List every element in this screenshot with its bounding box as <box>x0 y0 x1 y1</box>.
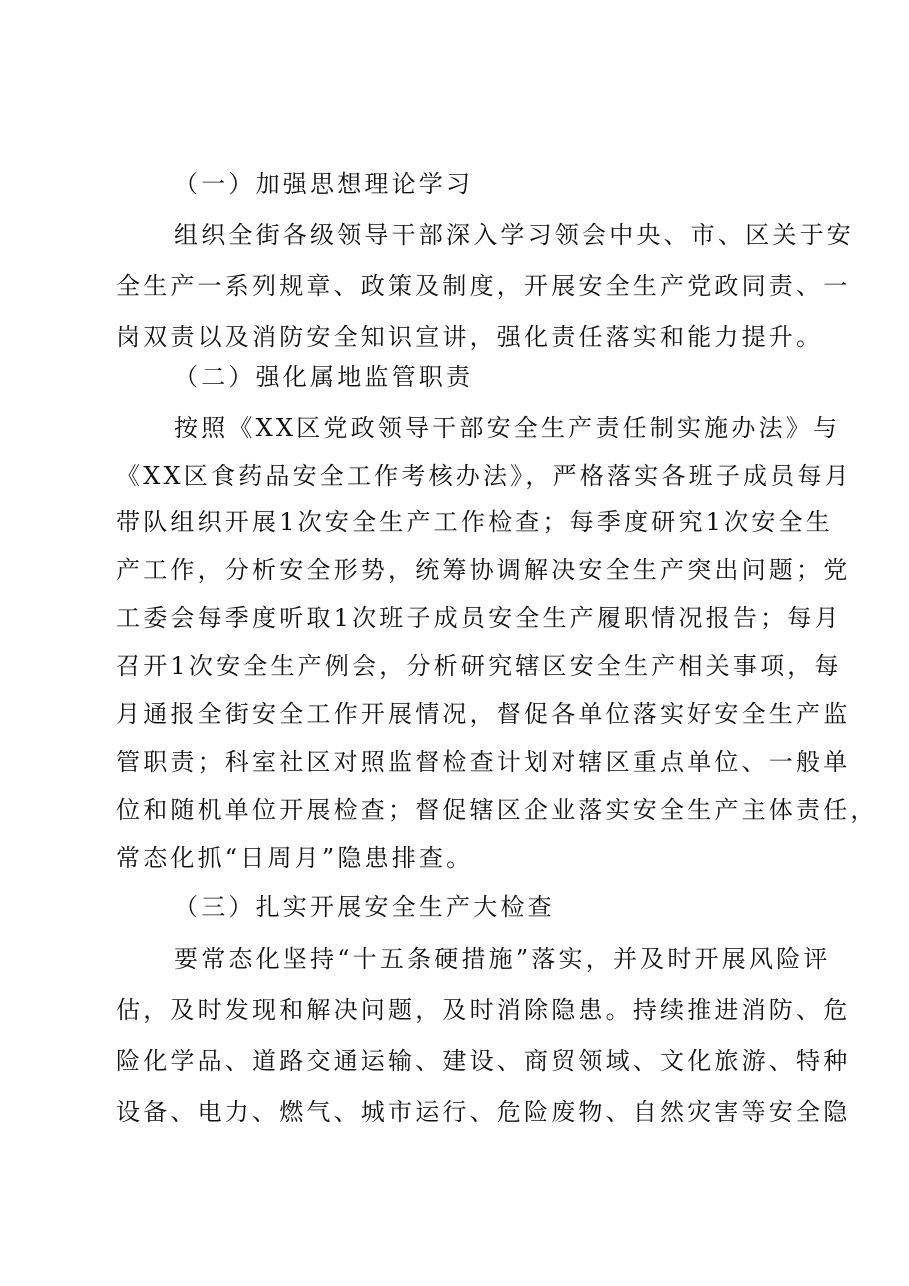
paragraph-line: 全生产一系列规章、政策及制度，开展安全生产党政同责、一 <box>116 272 851 300</box>
paragraph-line: 《XX区食药品安全工作考核办法》，严格落实各班子成员每月 <box>116 462 852 490</box>
paragraph-line: 召开1次安全生产例会，分析研究辖区安全生产相关事项，每 <box>116 652 842 680</box>
paragraph-line: 管职责；科室社区对照监督检查计划对辖区重点单位、一般单 <box>116 748 851 776</box>
paragraph-line: 岗双责以及消防安全知识宣讲，强化责任落实和能力提升。 <box>116 323 824 351</box>
paragraph-line: 产工作，分析安全形势，统筹协调解决安全生产突出问题；党 <box>116 556 851 584</box>
paragraph-line: 设备、电力、燃气、城市运行、危险废物、自然灾害等安全隐 <box>116 1098 851 1126</box>
paragraph-line: 常态化抓“日周月”隐患排查。 <box>116 844 474 872</box>
paragraph-line: 月通报全街安全工作开展情况，督促各单位落实好安全生产监 <box>116 700 851 728</box>
section-heading-1: （一）加强思想理论学习 <box>174 170 474 198</box>
paragraph-line: 要常态化坚持“十五条硬措施”落实，并及时开展风险评 <box>174 945 831 973</box>
paragraph-line: 险化学品、道路交通运输、建设、商贸领域、文化旅游、特种 <box>116 1047 851 1075</box>
paragraph-line: 工委会每季度听取1次班子成员安全生产履职情况报告；每月 <box>116 604 842 632</box>
paragraph-line: 带队组织开展1次安全生产工作检查；每季度研究1次安全生 <box>116 508 833 536</box>
paragraph-line: 估，及时发现和解决问题，及时消除隐患。持续推进消防、危 <box>116 996 851 1024</box>
paragraph-line: 位和随机单位开展检查；督促辖区企业落实安全生产主体责任， <box>116 796 878 824</box>
section-heading-3: （三）扎实开展安全生产大检查 <box>174 893 555 921</box>
section-heading-2: （二）强化属地监管职责 <box>174 363 474 391</box>
paragraph-line: 组织全街各级领导干部深入学习领会中央、市、区关于安 <box>174 221 854 249</box>
paragraph-line: 按照《XX区党政领导干部安全生产责任制实施办法》与 <box>174 414 841 442</box>
